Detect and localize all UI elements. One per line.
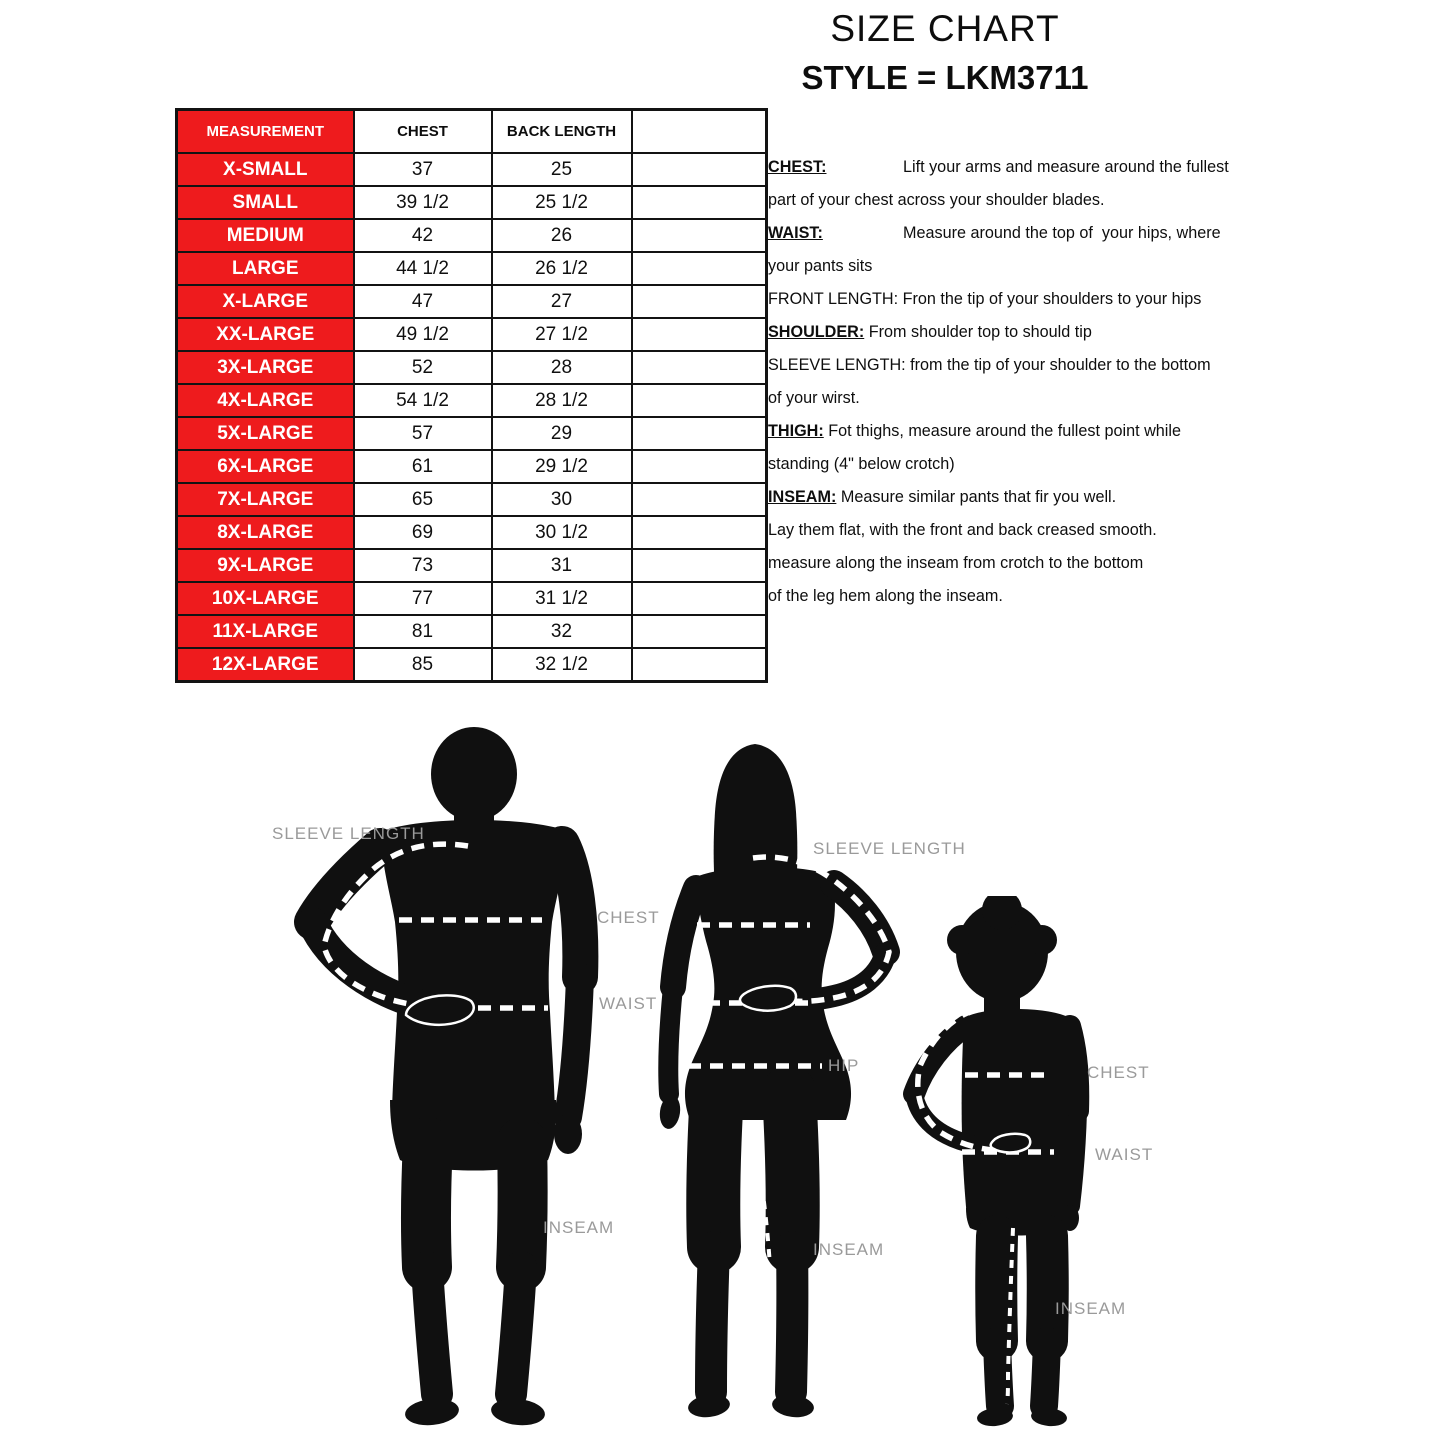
chest-value-cell: 44 1/2 [354, 252, 492, 285]
child-inseam-label: INSEAM [1055, 1299, 1127, 1318]
chest-value-cell: 61 [354, 450, 492, 483]
chest-value-cell: 47 [354, 285, 492, 318]
chest-value-cell: 77 [354, 582, 492, 615]
size-name-cell: 7X-LARGE [177, 483, 354, 516]
back-length-value-cell: 30 1/2 [492, 516, 632, 549]
size-name-cell: 5X-LARGE [177, 417, 354, 450]
back-length-value-cell: 27 [492, 285, 632, 318]
size-name-cell: X-LARGE [177, 285, 354, 318]
back-length-value-cell: 32 [492, 615, 632, 648]
col-header-chest: CHEST [354, 110, 492, 154]
instruction-text: measure along the inseam from crotch to the bottom [768, 554, 1144, 572]
back-length-value-cell: 26 1/2 [492, 252, 632, 285]
instruction-keyword: INSEAM: [768, 488, 837, 506]
child-hand-outline [991, 1134, 1031, 1153]
chest-value-cell: 81 [354, 615, 492, 648]
instruction-keyword: WAIST: [768, 224, 823, 242]
back-length-value-cell: 26 [492, 219, 632, 252]
instruction-text: FRONT LENGTH: Fron the tip of your shoulders to your hips [768, 290, 1202, 308]
back-length-value-cell: 31 [492, 549, 632, 582]
male-inseam-label: INSEAM [543, 1218, 615, 1237]
instruction-text: SLEEVE LENGTH: from the tip of your shoulder to the bottom [768, 356, 1211, 374]
back-length-value-cell: 29 1/2 [492, 450, 632, 483]
back-length-value-cell: 25 1/2 [492, 186, 632, 219]
size-name-cell: 8X-LARGE [177, 516, 354, 549]
size-name-cell: 12X-LARGE [177, 648, 354, 682]
child-waist-label: WAIST [1095, 1145, 1154, 1164]
page-title: SIZE CHART [830, 8, 1060, 49]
style-code: STYLE = LKM3711 [801, 58, 1089, 96]
size-name-cell: SMALL [177, 186, 354, 219]
back-length-value-cell: 29 [492, 417, 632, 450]
back-length-value-cell: 30 [492, 483, 632, 516]
child-silhouette [874, 896, 1098, 1428]
col-header-measurement: MEASUREMENT [177, 110, 354, 154]
chest-value-cell: 73 [354, 549, 492, 582]
chest-value-cell: 37 [354, 153, 492, 186]
instruction-text: Measure similar pants that fir you well. [836, 488, 1117, 506]
instruction-text: Fot thighs, measure around the fullest point while [823, 422, 1181, 440]
back-length-value-cell: 28 [492, 351, 632, 384]
chest-value-cell: 65 [354, 483, 492, 516]
chest-value-cell: 42 [354, 219, 492, 252]
back-length-value-cell: 27 1/2 [492, 318, 632, 351]
instruction-keyword: CHEST: [768, 158, 827, 176]
chest-value-cell: 49 1/2 [354, 318, 492, 351]
size-name-cell: 10X-LARGE [177, 582, 354, 615]
chest-value-cell: 54 1/2 [354, 384, 492, 417]
size-name-cell: 11X-LARGE [177, 615, 354, 648]
col-header-back-length: BACK LENGTH [492, 110, 632, 154]
chest-value-cell: 85 [354, 648, 492, 682]
size-name-cell: 4X-LARGE [177, 384, 354, 417]
size-name-cell: 6X-LARGE [177, 450, 354, 483]
instruction-text: Measure around the top of your hips, where [903, 224, 1221, 242]
instruction-text: your pants sits [768, 257, 873, 275]
instruction-keyword: SHOULDER: [768, 323, 865, 341]
male-waist-label: WAIST [599, 994, 658, 1013]
size-name-cell: MEDIUM [177, 219, 354, 252]
male-sleeve-length-label: SLEEVE LENGTH [272, 824, 425, 843]
instruction-text: of your wirst. [768, 389, 860, 407]
chest-value-cell: 57 [354, 417, 492, 450]
instruction-text: From shoulder top to should tip [864, 323, 1092, 341]
size-name-cell: LARGE [177, 252, 354, 285]
back-length-value-cell: 28 1/2 [492, 384, 632, 417]
female-sleeve-length-label: SLEEVE LENGTH [813, 839, 966, 858]
chest-value-cell: 39 1/2 [354, 186, 492, 219]
male-chest-label: CHEST [597, 908, 660, 927]
instruction-text: Lay them flat, with the front and back creased smooth. [768, 521, 1157, 539]
male-inseam-dash-line [472, 1174, 485, 1417]
male-torso [380, 820, 570, 1112]
size-name-cell: 9X-LARGE [177, 549, 354, 582]
child-torso [962, 1009, 1077, 1218]
chest-value-cell: 52 [354, 351, 492, 384]
size-name-cell: XX-LARGE [177, 318, 354, 351]
female-hip-label: HIP [828, 1056, 860, 1075]
female-inseam-label: INSEAM [813, 1240, 885, 1259]
size-name-cell: X-SMALL [177, 153, 354, 186]
chest-value-cell: 69 [354, 516, 492, 549]
instruction-text: part of your chest across your shoulder blades. [768, 191, 1105, 209]
back-length-value-cell: 32 1/2 [492, 648, 632, 682]
instruction-text: Lift your arms and measure around the fullest [903, 158, 1229, 176]
instruction-keyword: THIGH: [768, 422, 824, 440]
size-name-cell: 3X-LARGE [177, 351, 354, 384]
back-length-value-cell: 31 1/2 [492, 582, 632, 615]
child-chest-label: CHEST [1087, 1063, 1150, 1082]
back-length-value-cell: 25 [492, 153, 632, 186]
instruction-text: of the leg hem along the inseam. [768, 587, 1003, 605]
instruction-text: standing (4" below crotch) [768, 455, 955, 473]
